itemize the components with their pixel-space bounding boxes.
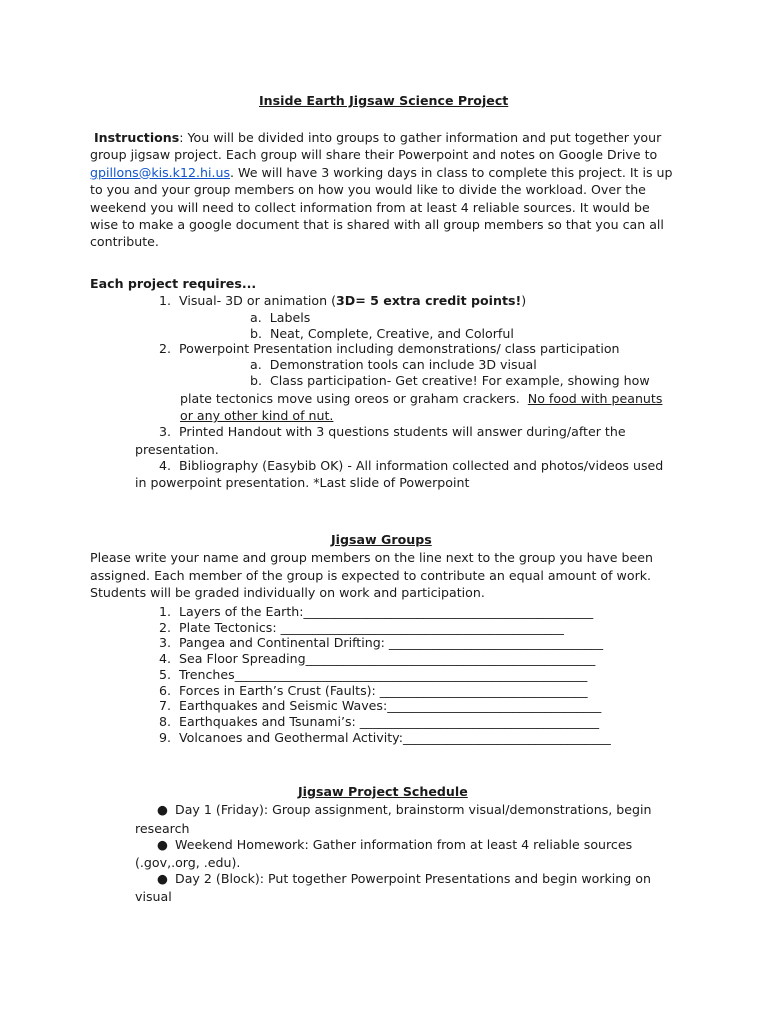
group-item: 9. Volcanoes and Geothermal Activity:_________________________________ — [158, 730, 611, 745]
schedule-item-1-cont: research — [135, 821, 190, 836]
schedule-item-2: ● Weekend Homework: Gather information from at least 4 reliable sources — [157, 837, 633, 852]
page-title: Inside Earth Jigsaw Science Project — [259, 93, 509, 108]
bullet-icon: ● — [157, 837, 168, 852]
extra-credit-note: 3D= 5 extra credit points! — [335, 293, 522, 308]
schedule-item-3-cont: visual — [135, 889, 172, 904]
email-link[interactable]: gpillons@kis.k12.hi.us — [90, 164, 231, 180]
group-item: 5. Trenches________________________________________________________ — [158, 667, 588, 682]
peanut-warning: No food with peanuts — [527, 391, 663, 406]
groups-intro-line-1: Please write your name and group members on the line next to the group you have been — [90, 550, 654, 565]
groups-intro-line-3: Students will be graded individually on work and participation. — [90, 585, 485, 600]
requires-item-2: 2. Powerpoint Presentation including demonstrations/ class participation — [158, 341, 620, 356]
schedule-item-2-cont: (.gov,.org, .edu). — [135, 855, 241, 870]
instructions-paragraph: Instructions: You will be divided into groups to gather information and put together your group jigsaw project. Each group will share their Powerpoint and notes on Google Drive to gpillons@kis.k12.hi.us. We will have 3 working days in class to complete this project. It is up to you and your group members on how you would like to divide the workload. Over the weekend you will need to collect information from at least 4 reliable sources. It would be wise to make a google document that is shared with all group members so that you can all contribute. — [90, 130, 673, 250]
requires-item-2a: a. Demonstration tools can include 3D visual — [250, 357, 537, 372]
requires-item-4-cont: in powerpoint presentation. *Last slide of Powerpoint — [135, 475, 470, 490]
peanut-warning-cont: or any other kind of nut. — [180, 408, 334, 423]
instructions-text-1: You will be divided into groups to gather information and put together your group jigsaw project. Each group will share their Powerpoint and notes on Google Drive to — [90, 130, 662, 163]
group-item: 6. Forces in Earth’s Crust (Faults): _________________________________ — [158, 683, 588, 698]
group-item: 7. Earthquakes and Seismic Waves:__________________________________ — [158, 698, 602, 713]
schedule-item-3: ● Day 2 (Block): Put together Powerpoint Presentations and begin working on — [157, 871, 651, 886]
groups-intro-line-2: assigned. Each member of the group is expected to contribute an equal amount of work. — [90, 568, 652, 583]
group-item: 2. Plate Tectonics: _____________________________________________ — [158, 620, 564, 635]
bullet-icon: ● — [157, 871, 168, 886]
requires-item-2b-cont: plate tectonics move using oreos or graham crackers. No food with peanuts — [180, 391, 663, 406]
schedule-item-1: ● Day 1 (Friday): Group assignment, brainstorm visual/demonstrations, begin — [157, 802, 652, 817]
bullet-icon: ● — [157, 802, 168, 817]
group-item: 3. Pangea and Continental Drifting: __________________________________ — [158, 635, 604, 650]
instructions-text-2: . We will have 3 working days in class to complete this project. It is up to you and your group members on how you would like to divide the workload. Over the weekend you will need to collect information from at least 4 reliable sources. It would be wise to make a google document that is shared with all group members so that you can all contribute. — [90, 164, 673, 250]
requires-item-4: 4. Bibliography (Easybib OK) - All information collected and photos/videos used — [158, 458, 664, 473]
schedule-heading: Jigsaw Project Schedule — [298, 784, 468, 799]
group-item: 1. Layers of the Earth:______________________________________________ — [158, 604, 594, 619]
requires-item-2b: b. Class participation- Get creative! For example, showing how — [250, 373, 650, 388]
requires-item-3-cont: presentation. — [135, 442, 219, 457]
requires-item-1a: a. Labels — [250, 310, 311, 325]
requires-heading: Each project requires... — [90, 276, 257, 291]
requires-item-1: 1. Visual- 3D or animation (3D= 5 extra credit points!) — [158, 293, 527, 308]
instructions-label: Instructions — [94, 130, 180, 145]
group-item: 4. Sea Floor Spreading______________________________________________ — [158, 651, 596, 666]
groups-heading: Jigsaw Groups — [331, 532, 432, 547]
group-item: 8. Earthquakes and Tsunami’s: ______________________________________ — [158, 714, 600, 729]
requires-item-1b: b. Neat, Complete, Creative, and Colorful — [250, 326, 514, 341]
requires-item-3: 3. Printed Handout with 3 questions students will answer during/after the — [158, 424, 626, 439]
